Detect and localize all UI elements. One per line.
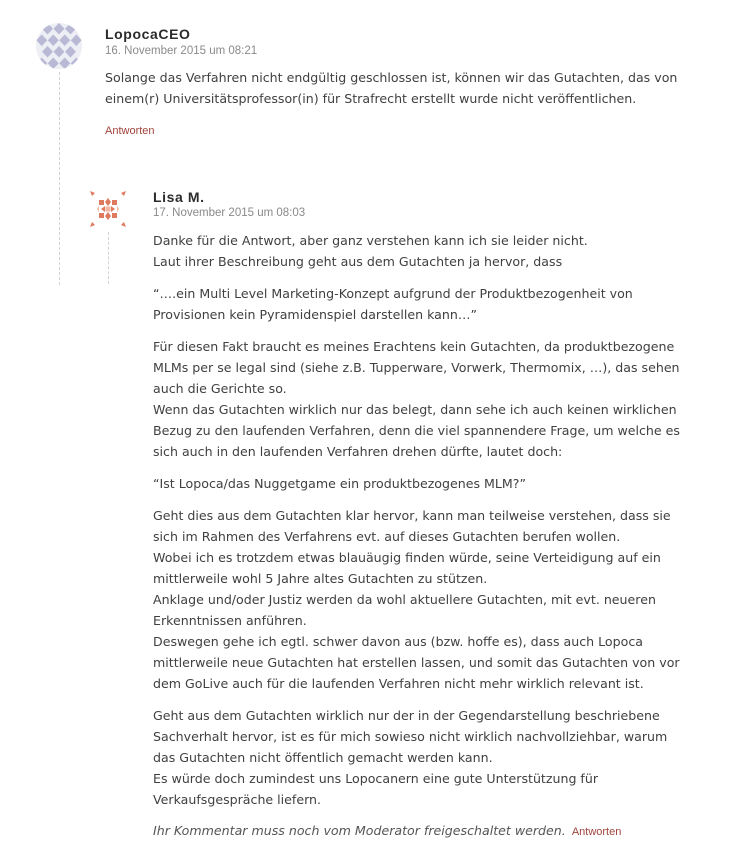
reply-link[interactable]: Antworten (571, 826, 622, 838)
comment-text-line: Es würde doch zumindest uns Lopocanern eine gute Unterstützung für (153, 771, 599, 786)
avatar (88, 189, 128, 229)
thread-line (59, 72, 60, 285)
comment-author[interactable]: LopocaCEO (105, 26, 191, 42)
comment-text-line: einem(r) Universitätsprofessor(in) für Strafrecht erstellt wurde nicht veröffentlichen. (105, 91, 637, 106)
thread-line (108, 232, 109, 284)
comment-text-line: Geht aus dem Gutachten wirklich nur der in der Gegendarstellung beschriebene (153, 708, 660, 723)
comment-author[interactable]: Lisa M. (153, 189, 205, 205)
comment-text-line: MLMs per se legal sind (siehe z.B. Tupperware, Vorwerk, Thermomix, …), das sehen (153, 360, 680, 375)
comment-body (105, 67, 677, 109)
comment-text-line: Anklage und/oder Justiz werden da wohl aktuellere Gutachten, mit evt. neueren (153, 592, 656, 607)
comment-text-line: Wobei ich es trotzdem etwas blauäugig finden würde, seine Verteidigung auf ein (153, 550, 661, 565)
comment-text-line: mittlerweile neue Gutachten hat erstellen lassen, und somit das Gutachten von vor (153, 655, 680, 670)
comment-text-line: Danke für die Antwort, aber ganz verstehen kann ich sie leider nicht. (153, 233, 588, 248)
comment-paragraph (153, 336, 680, 462)
comment-text-line: Provisionen kein Pyramidenspiel darstellen kann…” (153, 307, 477, 322)
comment-text-line: “….ein Multi Level Marketing-Konzept aufgrund der Produktbezogenheit von (153, 286, 633, 301)
comment-date[interactable]: 16. November 2015 um 08:21 (105, 45, 258, 57)
moderation-note-text: Ihr Kommentar muss noch vom Moderator freigeschaltet werden. (153, 823, 566, 838)
comment-date[interactable]: 17. November 2015 um 08:03 (153, 207, 306, 219)
comment-text-line: auch die Gerichte so. (153, 381, 287, 396)
identicon-icon (88, 189, 128, 229)
comment-quote (153, 283, 633, 325)
reply-link[interactable]: Antworten (105, 125, 155, 137)
comment-paragraph (153, 230, 588, 272)
avatar (36, 23, 82, 69)
comment-text-line: Geht dies aus dem Gutachten klar hervor, kann man teilweise verstehen, dass sie (153, 508, 671, 523)
comment-quote (153, 473, 526, 494)
comment-text-line: Sachverhalt hervor, ist es für mich sowieso nicht wirklich nachvollziehbar, warum (153, 729, 668, 744)
comment-text-line: das Gutachten nicht öffentlich gemacht werden kann. (153, 750, 493, 765)
comment-text-line: Wenn das Gutachten wirklich nur das belegt, dann sehe ich auch keinen wirklichen (153, 402, 677, 417)
comment-text-line: Deswegen gehe ich egtl. schwer davon aus (bzw. hoffe es), dass auch Lopoca (153, 634, 643, 649)
comment-text-line: Verkaufsgespräche liefern. (153, 792, 322, 807)
comment-text-line: Laut ihrer Beschreibung geht aus dem Gutachten ja hervor, dass (153, 254, 563, 269)
identicon-icon (36, 23, 82, 69)
comment-text-line: Bezug zu den laufenden Verfahren, denn die viel spannendere Frage, um welche es (153, 423, 680, 438)
comment-paragraph (153, 505, 680, 694)
moderation-note (153, 823, 621, 838)
comment-text-line: mittlerweile wohl 5 Jahre altes Gutachten zu stützen. (153, 571, 488, 586)
comment-text-line: “Ist Lopoca/das Nuggetgame ein produktbezogenes MLM?” (153, 476, 526, 491)
comment-text-line: Für diesen Fakt braucht es meines Erachtens kein Gutachten, da produktbezogene (153, 339, 675, 354)
comment-text-line: Solange das Verfahren nicht endgültig geschlossen ist, können wir das Gutachten, das von (105, 70, 678, 85)
comment-text-line: sich im Rahmen des Verfahrens evt. auf dieses Gutachten berufen wollen. (153, 529, 621, 544)
comment-text-line: Erkenntnissen anführen. (153, 613, 307, 628)
comment-text-line: dem GoLive auch für die laufenden Verfahren nicht mehr wirklich relevant ist. (153, 676, 644, 691)
comment-paragraph (153, 705, 667, 810)
comment-text-line: sich auch in den laufenden Verfahren drehen dürfte, lautet doch: (153, 444, 563, 459)
